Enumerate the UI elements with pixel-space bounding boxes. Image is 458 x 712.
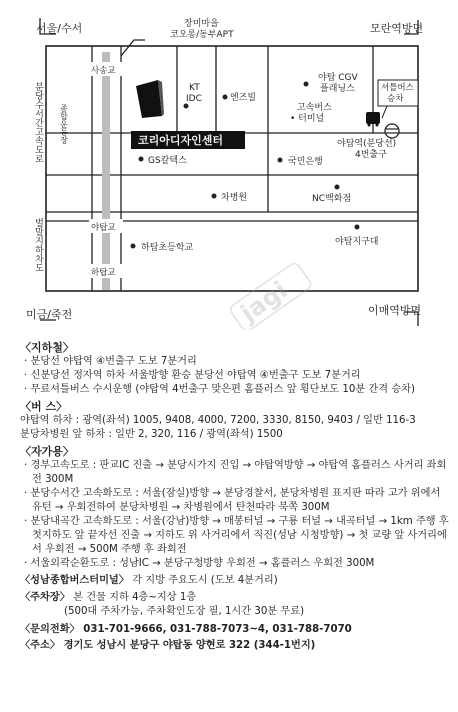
directions-info (20, 338, 450, 653)
parking-heading: 〈주차장〉 (20, 592, 70, 603)
bus-line: 분당차병원 앞 하차 : 일반 2, 320, 116 / 광역(좌석) 1500 (20, 429, 283, 440)
landmark-kt-idc: KT IDC (186, 83, 202, 104)
label-yatap-bridge: 야탑교 (91, 223, 116, 233)
bus-line: 야탑역 하차 : 광역(좌석) 1005, 9408, 4000, 7200, 3330, 8150, 9403 / 일반 116-3 (20, 415, 416, 426)
car-item: · 분당수서간 고속화도로 : 서울(잠실)방향 → 분당경찰서, 분당차병원 표지판 따라 고가 위에서 유턴 → 우회전하여 분당차병원 → 차병원에서 탄천따라 북쪽 300M (24, 488, 441, 513)
terminal-heading: 〈성남종합버스터미널〉 (20, 575, 129, 586)
label-sasong-bridge: 사송교 (91, 66, 116, 76)
landmark-bus-terminal: 고속버스 • 터미널 (290, 103, 332, 124)
landmark-enzbil: 엔즈빌 (230, 93, 257, 103)
landmark-yatap-station: 야탑역(분당선) 4번출구 (337, 139, 397, 160)
parking-note: (500대 주차가능, 주차확인도장 필, 1시간 30분 무료) (64, 606, 305, 617)
landmark-hatap-school: 하탑초등학교 (141, 243, 194, 253)
landmark-kookmin-bank: 국민은행 (288, 157, 323, 167)
label-shuttle: 셔틀버스 승차 (381, 83, 414, 104)
subway-heading: 〈지하철〉 (20, 341, 74, 354)
landmark-nc-department: NC백화점 (312, 194, 352, 204)
map-frame (46, 46, 418, 291)
car-item: · 분당내곡간 고속화도로 : 서울(강남)방향 → 매봉터널 → 구룡 터널 → 내곡터널 → 1km 주행 후 첫지하도 앞 끝자선 진출 → 지하도 위 사거리에서 직진(성남 시청방향) → 첫 교량 앞 사거리에서 우회전 → 500M 주행 후 좌회전 (24, 516, 449, 555)
subway-item: · 분당선 야탑역 ④번출구 도보 7분거리 (24, 356, 197, 367)
building-icon (136, 80, 162, 118)
watermark (229, 261, 313, 330)
label-seoul-suseo: 서울/수서 (36, 22, 83, 35)
label-moran-station-dir: 모란역방면 (370, 22, 424, 35)
subway-icon (385, 124, 399, 138)
contact-phone: 〈문의전화〉 031-701-9666, 031-788-7073~4, 031-788-7070 (20, 624, 352, 635)
subway-item: · 신분당선 정자역 하차 서울방향 환승 분당선 야탑역 ④번출구 도보 7분거리 (24, 370, 361, 381)
label-hatap-bridge: 하탑교 (91, 268, 116, 278)
contact-address: 〈주소〉 경기도 성남시 분당구 야탑동 양현로 322 (344-1번지) (20, 640, 316, 651)
label-highway-vertical: 분당수서간고속도로 (33, 82, 43, 163)
svg-text:jagi: jagi (235, 275, 293, 328)
subway-item: · 무료셔틀버스 수시운행 (야탑역 4번출구 맞은편 홈플러스 앞 횡단보도 10분 간격 승차) (24, 384, 416, 395)
label-sports-complex: 종합운동장 (59, 104, 69, 144)
parking-row (20, 591, 450, 605)
car-item: · 서울외곽순환도로 : 성남IC → 분당구청방향 우회전 → 홈플러스 우회전 300M (24, 558, 375, 569)
landmark-gs-caltex: GS칼텍스 (148, 156, 187, 166)
location-map (0, 0, 458, 330)
railway-band (102, 52, 110, 290)
terminal-text: 각 지방 주요도시 (도보 4분거리) (128, 575, 278, 586)
car-heading: 〈자가용〉 (20, 445, 74, 458)
landmark-yatap-police: 야탑지구대 (335, 237, 379, 247)
landmark-cgv: 야탑 CGV 플래닝스 (318, 73, 358, 94)
landmark-jangmi-apt: 장미마을 코오롱/동부APT (170, 19, 234, 40)
car-item: · 경부고속도로 : 판교IC 진출 → 분당시가지 진입 → 야탑역방향 → 야탑역 홈플러스 사거리 좌회전 300M (24, 460, 447, 485)
bus-heading: 〈버 스〉 (20, 400, 68, 413)
terminal-row (20, 574, 450, 588)
landmark-cha-hospital: 차병원 (221, 193, 248, 203)
label-imae-station-dir: 이매역방면 (368, 304, 422, 317)
bus-icon (366, 112, 380, 124)
company-name: 코리아디자인센터 (138, 134, 224, 147)
parking-text: 본 건물 지하 4층~지상 1층 (69, 592, 197, 603)
label-beolmal-underpass: 벌말지하차도 (33, 218, 43, 272)
label-migeum-jukjeon: 미금/죽전 (26, 308, 73, 321)
